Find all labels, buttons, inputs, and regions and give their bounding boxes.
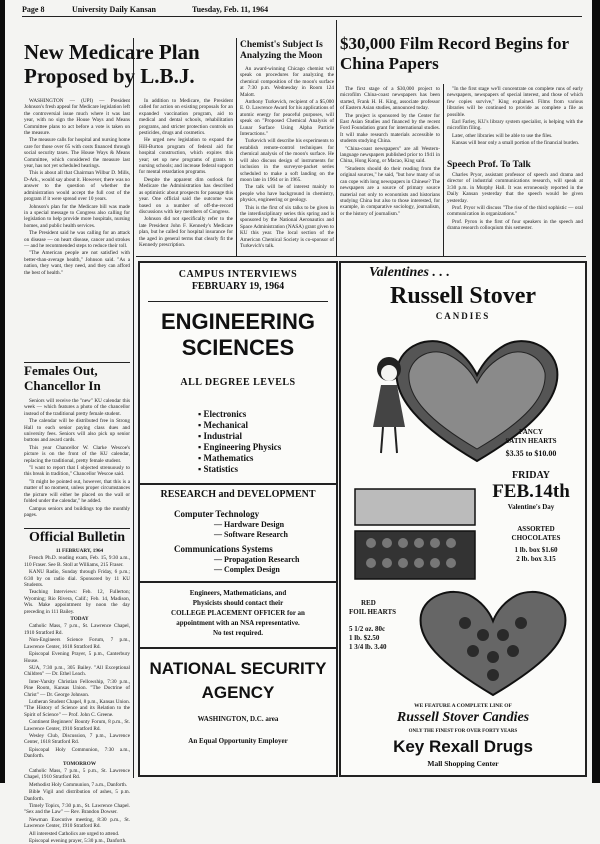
bulletin-headline: Official Bulletin: [28, 530, 126, 545]
folio-bar: [22, 4, 582, 17]
red-label-2: FOIL HEARTS: [349, 608, 397, 616]
bulletin-item: Continent Beginners' Bounty Forum, 8 p.m., St. Lawrence Center, 1910 Stratford Rd.: [24, 719, 130, 732]
paragraph: Kansas will bear only a small portion of the financial burden.: [452, 140, 580, 147]
paragraph: An award-winning Chicago chemist will speak on procedures for analyzing the chemical composition of the moon's surface at 7:30 p.m. Wednesday in Room 124 Malott.: [240, 66, 334, 98]
red-price-2: 1 lb. $2.50: [349, 634, 380, 642]
paragraph: Later, other libraries will be able to use the files.: [452, 132, 553, 139]
red-price-1: 5 1/2 oz. 80c: [349, 625, 386, 633]
assorted-label-2: CHOCOLATES: [511, 534, 561, 542]
candy-valentines: Valentines . . .: [369, 265, 450, 280]
paragraph: Turkevich will describe his experiments to establish remote-control techniques for chemical analysis of the moon's surface. He will also discuss design of instruments for inclusion in the surveyor-packet series scheduled to make a soft landing on the moon late in 1964 or in 1965.: [240, 138, 334, 183]
paragraph: Seniors will receive the "new" KU calendar this week — which features a photo of the chancellor instead of the traditional pretty female student.: [24, 398, 130, 417]
bulletin-item: Non-Engineers Science Forum, 7 p.m., Lawrence Center, 1618 Stratford Rd.: [24, 637, 130, 650]
ad-sciences: SCIENCES: [181, 335, 295, 360]
bulletin-subhead: TODAY: [70, 616, 89, 623]
females-headline: Females Out, Chancellor In: [24, 363, 101, 393]
paragraph: This is the first of six talks to be given in the interdisciplinary series this spring and is sponsored by the National Aeronautics and Space Administration (NASA) grant given to KU this year. The local section of the American Chemical Society is co-sponsor of Turkevich's talk.: [240, 204, 334, 249]
bulletin-item: French Ph.D. reading exam, Feb. 15, 9:30 a.m., 110 Fraser. See B. Stoll at Williams, 215 Fraser.: [24, 555, 130, 568]
paragraph: The first stage of a $30,000 project to microfilm China-coast newspapers has been started, Frank H. H. King, associate professor of Eastern Asian studies, announced today.: [340, 86, 440, 112]
scan-edge-right: [592, 0, 600, 783]
field-item: ▪ Mechanical: [198, 420, 328, 431]
field-item: ▪ Industrial: [198, 431, 328, 442]
column-rule: [443, 84, 444, 256]
scan-edge-left: [0, 0, 5, 783]
assorted-box-illustration: [351, 485, 479, 583]
story-rule: [24, 528, 130, 529]
paragraph: Johnson did not specifically refer to the late President John F. Kennedy's Medicare plan, but he called for hospital insurance for the aged in general terms that clearly fit the Kennedy prescription.: [139, 216, 233, 248]
paragraph: "The American people are not satisfied with better-than-average health," Johnson said. "As a nation, they want, they need, and they can afford the best of health.": [24, 250, 130, 276]
speech-headline: Speech Prof. To Talk: [447, 160, 531, 170]
ad-contact-2: Physicists should contact their: [192, 599, 284, 607]
candy-candies: CANDIES: [435, 311, 491, 321]
paragraph: "In the first stage we'll concentrate on complete runs of early newspapers, newspapers of special interest, and those of which few copies survive," King explained. Films from various libraries will be continued to provide as complete a file as possible.: [447, 86, 583, 118]
candy-friday: FRIDAY: [512, 470, 550, 481]
field-item: ▪ Electronics: [198, 409, 328, 420]
ad-cs-item: — Complex Design: [214, 565, 280, 574]
ad-rule: [140, 581, 336, 583]
ad-cs-item: — Propagation Research: [214, 555, 300, 564]
page-rule: [136, 256, 586, 257]
ad-ct-item: — Software Research: [214, 530, 288, 539]
ad-levels: ALL DEGREE LEVELS: [180, 377, 296, 388]
ad-contact-4: appointment with an NSA representative.: [176, 619, 300, 627]
ad-location: WASHINGTON, D.C. area: [197, 715, 279, 723]
fancy-label-2: SATIN HEARTS: [505, 437, 557, 445]
paragraph: WASHINGTON — (UPI) — President Johnson's fresh appeal for Medicare legislation left the controversial issue much where it was last year, with no sign the House Ways and Means Committee plans to act before a vote is taken on the measure.: [24, 98, 130, 137]
bulletin-item: Wesley Club, Discussion, 7 p.m., Lawrence Center, 1618 Stratford Rd.: [24, 732, 130, 746]
film-col1: [340, 86, 440, 254]
paragraph: This year Chancellor W. Clarke Wescoe's picture is on the front of the KU calendar, replacing the traditional, pretty female student.: [24, 444, 130, 464]
fancy-label-1: FANCY: [519, 428, 543, 436]
candy-vday: Valentine's Day: [507, 503, 555, 511]
fresh-line: ONLY THE FINEST FOR OVER FORTY YEARS: [408, 729, 518, 734]
feature-line: WE FEATURE A COMPLETE LINE OF: [414, 703, 512, 709]
ad-rule: [140, 483, 336, 485]
candy-ad: [339, 261, 587, 777]
bulletin-subhead: TOMORROW: [62, 760, 97, 767]
bulletin-item: KANU Radio, Sunday through Friday, 6 p.m.; 6:30 by on radio dial. Sponsored by 11 KU Students.: [24, 569, 130, 589]
ad-rule: [140, 647, 336, 649]
ad-contact-1: Engineers, Mathematicians, and: [189, 589, 287, 597]
paragraph: This is about all that Chairman Wilbur D. Mills, D-Ark., would say about it. However, there was no answer to the question of whether the administration would accept the full cost of the program if it were spread over 10 years.: [24, 170, 130, 203]
page-number: Page 8: [22, 5, 45, 14]
paragraph: "Students should do their reading from the original sources," he said, "but how many of us can cope with long newspapers in Chinese? The newspapers are a source of primary source material not only to economists and historians studying China but also to those interested, for example, in comparative sociology, journalism, or the history of journalism.": [340, 165, 440, 217]
bulletin-body: [24, 548, 130, 844]
column-rule: [336, 20, 337, 256]
paragraph: He urged new legislation to expand the Hill-Burton program of federal aid for hospital construction, which expires this year; set up new programs of grants to nursing schools; and increase federal support for mental retardation programs.: [139, 137, 233, 176]
paragraph: "It might be pointed out, however, that this is a matter of no moment, unless proper circumstances the picture will either be placed on the wall or folded under the calendar," he added.: [24, 478, 130, 505]
medicare-col2: [139, 98, 233, 252]
column-rule: [133, 38, 134, 778]
candy-script: Russell Stover Candies: [396, 710, 530, 725]
satin-heart-illustration: [389, 331, 565, 467]
assorted-label-1: ASSORTED: [517, 525, 555, 533]
bulletin-item: Newman Executive meeting, 8:30 p.m., St. Lawrence Center, 1910 Stratford Rd.: [24, 816, 130, 830]
paragraph: "I want to report that I objected strenuously to this break in tradition," Chancellor Wescoe said.: [24, 465, 130, 478]
bulletin-item: Episcopal Evening Prayer, 5 p.m., Canterbury House.: [24, 651, 130, 664]
chemist-body: [240, 66, 334, 254]
fancy-price: $3.35 to $10.00: [505, 449, 557, 458]
ad-contact-5: No test required.: [212, 629, 264, 637]
field-item: ▪ Statistics: [198, 464, 328, 475]
candy-brand: Russell Stover: [390, 283, 536, 309]
assorted-price-2: 2 lb. box 3.15: [516, 555, 556, 563]
ad-computer-tech: Computer Technology: [174, 509, 260, 519]
paper-name: University Daily Kansan: [72, 5, 157, 14]
paragraph: Earl Farley, KU's library system specialist, is helping with the microfilm filing.: [447, 119, 583, 132]
ad-ct-item: — Hardware Design: [214, 520, 285, 529]
paragraph: "China-coast newspapers" are all Western-language newspapers published prior to 1941 in China, Hong Kong, or Macao, King said.: [340, 145, 440, 165]
ad-field-list: [198, 409, 328, 475]
paragraph: Prof. Pyron is the first of four speakers in the speech and drama research colloquium this semester.: [447, 218, 583, 232]
medicare-col1: [24, 98, 130, 360]
bulletin-item: Catholic Mass, 7 p.m., 5 p.m., St. Lawrence Chapel, 1910 Stratford Rd.: [24, 768, 130, 781]
chemist-headline: Chemist's Subject Is Analyzing the Moon: [240, 40, 323, 61]
bulletin-item: Episcopal Holy Communion, 7:30 a.m., Danforth.: [24, 746, 130, 760]
paragraph: The talk will be of interest mainly to people who have background in chemistry, physics, engineering or geology.: [240, 184, 334, 204]
paragraph: In addition to Medicare, the President called for action on existing proposals for an expanded vaccination program, aid to medical and dental schools, rehabilitation programs, and stricter protection controls on pesticides, drugs and cosmetics.: [139, 98, 233, 137]
film-headline: $30,000 Film Record Begins for China Papers: [340, 34, 569, 73]
ad-rule: [148, 301, 328, 302]
bulletin-item: Catholic Mass, 7 p.m., St. Lawrence Chapel, 1910 Stratford Rd.: [24, 623, 130, 636]
ad-employer: An Equal Opportunity Employer: [188, 737, 288, 745]
bulletin-item: Methodist Holy Communion, 7 a.m., Danforth.: [29, 781, 127, 788]
bulletin-item: Timely Topics, 7:30 p.m., St. Lawrence Chapel. "Sex and the Law" — Rev. Brandon Dowser.: [24, 803, 130, 816]
paragraph: Johnson's plan for the Medicare bill was made in a special message to Congress also calling for legislation to help provide more hospitals, nursing homes, and public health services.: [24, 203, 130, 229]
field-item: ▪ Engineering Physics: [198, 442, 328, 453]
store-location: Mall Shopping Center: [427, 759, 499, 768]
girl-illustration: [367, 353, 411, 463]
ad-rd: RESEARCH and DEVELOPMENT: [160, 489, 316, 500]
ad-agency-2: AGENCY: [201, 683, 275, 702]
candy-date: FEB.14th: [492, 481, 570, 502]
paragraph: The President said he was calling for an attack on disease — on heart disease, cancer and strokes — and he recommended steps to reduce their toll.: [24, 230, 130, 249]
females-body: [24, 398, 130, 526]
paragraph: The measure calls for hospital and nursing home care for those over 65 with costs financed through social security taxes. The House Ways & Means Committee, which considered the measure last year, has not yet scheduled hearings.: [24, 137, 130, 170]
paragraph: The project is sponsored by the Center for East Asian Studies and financed by the recent Ford Foundation grant for international studies. It will make research materials accessible to students studying China.: [340, 112, 440, 145]
assorted-price-1: 1 lb. box $1.60: [514, 546, 558, 554]
store-name: Key Rexall Drugs: [393, 737, 533, 756]
ad-agency-1: NATIONAL SECURITY: [149, 659, 327, 678]
ad-contact-3: COLLEGE PLACEMENT OFFICER for an: [171, 609, 305, 617]
bulletin-item: Episcopal evening prayer, 5:30 p.m., Danforth.: [29, 838, 127, 844]
issue-date: Tuesday, Feb. 11, 1964: [192, 5, 269, 14]
ad-comm-systems: Communications Systems: [174, 544, 273, 554]
paragraph: The calendar will be distributed free in Strong Hall to each senior paying class dues and university fees. Seniors will also pick up senior buttons and award cards.: [24, 418, 130, 444]
paragraph: Prof. Pryor will discuss "The rise of the third sophistic — oral communication in organizations.": [447, 205, 583, 218]
paragraph: Charles Pryor, assistant professor of speech and drama and director of industrial communications research, will speak at 3:30 p.m. in Murphy Hall. It was erroneously reported in the Daily Kansan yesterday that the speech would be given yesterday.: [447, 172, 583, 204]
red-foil-heart-illustration: [413, 583, 573, 699]
ad-title: CAMPUS INTERVIEWS: [178, 269, 298, 280]
bulletin-item: Inter-Varsity Christian Fellowship, 7:30 p.m., Pine Room, Kansas Union. "The Doctrine of Christ" — Dr. George Johnson.: [24, 678, 130, 698]
red-price-3: 1 3/4 lb. 3.40: [349, 643, 387, 651]
bulletin-date: 11 FEBRUARY, 1964: [55, 548, 104, 554]
bulletin-item: Bible Vigil and distribution of ashes, 5 p.m. Danforth.: [24, 789, 130, 802]
bulletin-item: Lutheran Student Chapel, 8 p.m., Kansas Union. "The History of Science and its Relation to the Spirit of Science" — Prof. John C. Greene.: [24, 698, 130, 718]
ad-date: FEBRUARY 19, 1964: [191, 281, 285, 292]
column-rule: [236, 38, 237, 256]
speech-body: [447, 172, 583, 254]
paragraph: Despite the apparent dim outlook for Medicare the Administration has described as optimistic about prospects for passage this year. One official said the outcome was based on a number of off-the-record discussions with key members of Congress.: [139, 176, 233, 215]
paragraph: Campus seniors and buildings top the monthly pages.: [24, 505, 130, 518]
ad-engineering: ENGINEERING: [160, 309, 316, 334]
nsa-ad: [138, 261, 338, 777]
medicare-headline: New Medicare Plan Proposed by L.B.J.: [24, 40, 200, 89]
film-col2: [447, 86, 583, 147]
red-label-1: RED: [361, 599, 376, 607]
bulletin-item: All interested Catholics are urged to attend.: [29, 830, 120, 837]
bulletin-item: Teaching Interviews: Feb. 12, Fullerton; Wyoming; Rio Rivera, Calif.; Feb. 14, Madison, Wis. Make appointment by noon the day preceding in 111 Bailey.: [24, 589, 130, 615]
paragraph: Anthony Turkevich, recipient of a $5,000 E. O. Lawrence Award for his applications of atomic energy for peaceful purposes, will speak on "Proposed Chemical Analysis of Lunar Surface Using Alpha Particle Interactions.": [240, 99, 334, 138]
bulletin-item: SUA, 7:30 p.m., 305 Bailey. "All Exceptional Children" — Dr. Ethel Leach.: [24, 664, 130, 678]
field-item: ▪ Mathematics: [198, 453, 328, 464]
